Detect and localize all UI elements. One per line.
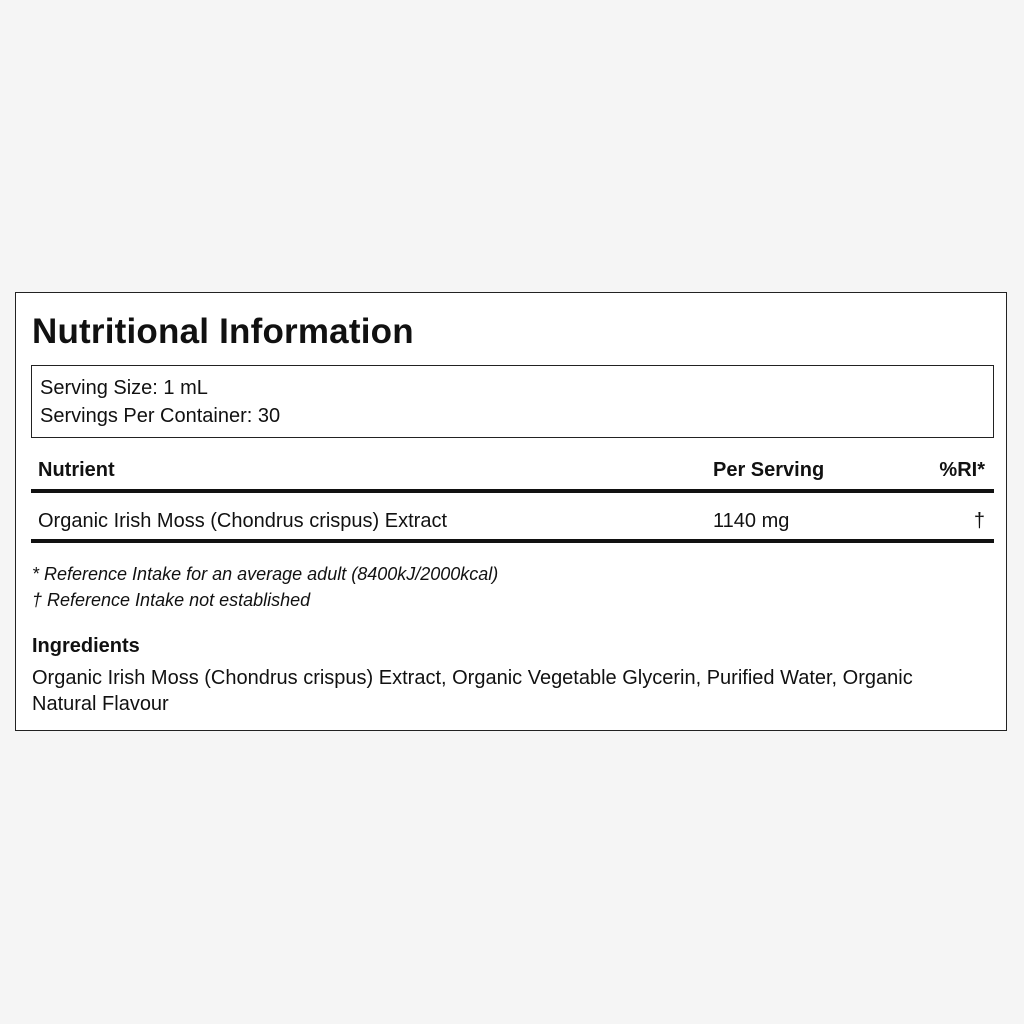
header-per-serving: Per Serving	[713, 459, 825, 481]
header-ri: %RI*	[939, 459, 985, 481]
footnote-not-established: † Reference Intake not established	[32, 590, 311, 610]
table-bottom-divider	[31, 539, 994, 543]
row-nutrient-name: Organic Irish Moss (Chondrus crispus) Extract	[38, 510, 448, 532]
footnote-reference-intake: * Reference Intake for an average adult (8400kJ/2000kcal)	[32, 564, 499, 584]
table-header-divider	[31, 489, 994, 493]
ingredients-heading: Ingredients	[32, 635, 140, 657]
header-nutrient: Nutrient	[38, 459, 115, 481]
nutrition-panel	[15, 292, 1007, 731]
ingredients-list: Organic Irish Moss (Chondrus crispus) Extract, Organic Vegetable Glycerin, Purified Water, Organic Natural Flavour	[32, 667, 913, 715]
row-per-serving-value: 1140 mg	[713, 510, 790, 532]
servings-per-container: Servings Per Container: 30	[40, 405, 281, 427]
row-ri-value: †	[973, 510, 985, 532]
serving-size: Serving Size: 1 mL	[40, 377, 208, 399]
serving-info-box	[31, 365, 994, 438]
panel-title: Nutritional Information	[32, 312, 414, 351]
